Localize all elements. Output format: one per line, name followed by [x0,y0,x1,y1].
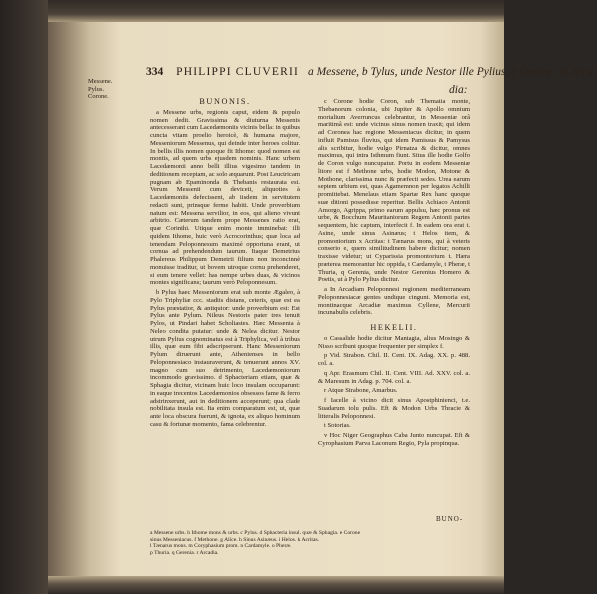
left-column [150,98,300,431]
page-header [146,66,597,84]
section-heading-bunonis: BUNONIS. [199,97,251,106]
footnote-line: a Messene urbs. b Ithome mons & urbs. c Pylus. d Sphacteria insul. quæ & Sphagia. e Corone [150,530,361,536]
paragraph: o Cassalide hodie dicitur Mantagia, alius Mosingo & Nisso scribunt quoque frequenter per simplex f. [318,334,470,350]
running-head: PHILIPPI CLUVERII [176,66,300,78]
right-column [318,98,470,450]
paragraph: a In Arcadiam Peloponnesi regionem mediterraneam Peloponnesiacæ gentes undique cingunt. Memoria est, montinacque Arcadiæ maximus Cyllene, Mercurii incunabulis celebris. [318,286,470,317]
footnotes [150,530,470,556]
page-edge-top [48,0,504,22]
paragraph: f Iacelle à vicino dicit sinus Apostphinienci, t.e. Suadarum tolu pulis. Eft & Modon Urbs Thracie & litteralis Peloponnesi. [318,397,470,420]
paragraph: v Hoc Niger Geographus Caba Junto nuncupat. Eft & Cyrophasium Parva Laconum Regio, Pyla propinqua. [318,432,470,447]
paragraph: b Pylus haec Messeniorum erat sub monte Ægaleo, à Pylo Triphyliæ ccc. stadiis distans, ceteris, quæ est ea Pylus præstatior, & antiquior: unde proverbium est: Est Pylus ante Pylum. Nileus Nestoris pater tres tenuit Pylos, ut Pindari habet Scholiastes. Hæc Messenia à Neleo condita putatur: unde & Nelea dicitur. Nestor utrum Pylius cognominatus est à Triphylica, vel à tribus illis, quæ eum fibi adscripserunt. Hanc Messeniorum Pylum diruerunt ante, Athenienses in bello Peloponnesiaco instauraverunt, & tenuerunt annos XV. magno cum suo detrimento, Lacedæmoniorum incommodo gravissimo. d Sphacteriam etiam, quæ & Sphagia dicitur, vicinam huic loco insulam occuparunt: in eaque trecentos Lacedæmonios obsessos fame & ferro adstrinxerunt, aut in deditionem acceperunt; qua clade nobilitata insula est. Ita enim comparatum est, ut, quæ ante loca obscura fuerunt, & ignota, ex aliquo hominum casu & fortunæ momento, fama celebrentur. [150,289,300,428]
book-gutter [0,0,48,594]
footnote-line: sinus Messeniacus. f Methone. g Alíce. h Sinus Asinæus. i Helos. k Acritas. [150,536,320,543]
footnote-line: l Tænarus mons. m Coryphasium prom. n Cardamyle. o Pheræ. [150,543,292,550]
margin-note: Pylus. [88,85,105,93]
margin-note: Messene. [88,78,113,85]
section-heading-hekelii: HEKELII. [370,323,418,332]
header-lead: a Messene, b Tylus, unde Nestor ille Pylius, c Corone. In Arca- [307,66,597,78]
paragraph: t Sotorias. [324,422,351,430]
paragraph: p Vid. Strabon. Chil. II. Cent. IX. Adag. XX. p. 488. col. a. [318,352,470,367]
catchword: BUNO- [436,515,464,523]
margin-note: Corone. [88,93,109,101]
footnote-line: p Thuria. q Gerenia. r Arcadia. [150,549,219,556]
page-edge-bottom [48,576,504,594]
paragraph: a Messene urbs, regionis caput, eidem & populo nomen dedit. Gravissima & diuturna Messenis antecesserant cum Lacedæmoniis vicinis bella: in quibus cuncta vitam proelio heroicè, & humana majore, Messeniorum Messenus, qui deinde inter heroes colitur. In bellis illis nomen quoque fit Ithome: quod nomen est montis, ad quem urbs ejusdem nominis. Hanc urbem Lacedæmonii anno belli illius vigesimo tandem in deditionem receptam, ac solo æquarunt. Post Leuctricam pugnam ab Epaminonda & Thebanis restaurata est. Verum Messenii cum deviceti, aliquoties à Lacedæmoniis defecissent, ab iisdem in servitutem redacti sunt, prinsque ferme habiti. Unde proverbium natum est: Messena servilior, in eos, qui alieno vivunt arbitrio. Cæterum tandem prope Messenes ratio erat, quæ Corinthi. Utique enim monte imminebat: illi quidem Ithome, huic verò Acrocorinthus; quæ loca ad tenendam Peloponnesum maximè opportuna erant, ut cornua ad prehendendum taurum. Itaque Demetrius Phalereus Philippum Demetrii filium non inconcinnè monuisse traditur, ut bovem utroque cornu prehenderet, si eum tenere vellet: has nempe urbes duas, & vicinos montes significans; taurum verò Peloponnesum. [150,108,300,287]
paragraph: c Corone hodie Coron, sub Thematia monte, Thebanorum colonia, ubi Jupiter & Apollo omnium mortalium Averruncus celebrantur, in Messeniæ orâ maritimâ est: unde vicinus sinus nomen traxit; qui idem ad Coronea hac regione Messeniacus dicitur, in quem influit Pamisus fluvius, qui idem Pamissus & Pamysus alis scribitur, hodie vulgo Pirnatza & dicitur, omnes maximus, qui intra Isthmum fiunt. Situs ille hodie Golfo de Coron vulgo nuncupatur. Portu in eodem Messeniæ litore est f Methone urbs, hodie Modon, Motone & Mothone, clarissima nunc & præfecti sedes. Urea earum septem urbium est, quas Agamemnon per legatos Achilli promittebat. Menelaus etiam Spartæ Rex hanc quoque suæ ditioni possedisse reperitur. Bellis Achiaco Antonii Amorgo, Agrippa, primo earum appulsu, hæc pronus est urbe, & Bocchum Mauritaniorum Regem Antonii partes sequentem, hic captum, interfecit f. In eadem ora erat t. Asine, unde sinus Asinæus; t Helos item, & promontorium x Acritas: t Tænarus mons, qui à veteris conserio e, quem similitudinem habere dicitur; nomen traxisse videtur; ut Cyparissia promontorium t. Hæra præterea memorantur hic oppida, t Cardamyle, t Pheræ, t Thuria, q Gerenia, unde Nestor Gerenius Homero & Poetis, ut à Pylo Pylius dicitur. [318,98,470,284]
page-number: 334 [146,66,164,78]
paragraph: r Atque Strabone, Amarbus. [324,387,398,395]
margin-notes [88,78,122,101]
header-continuation: dia: [449,84,468,96]
paragraph: q Apr. Erasmum Chil. II. Cent. VIII. Ad. XXV. col. a. & Maresum in Adag. p. 704. col. a. [318,369,470,385]
